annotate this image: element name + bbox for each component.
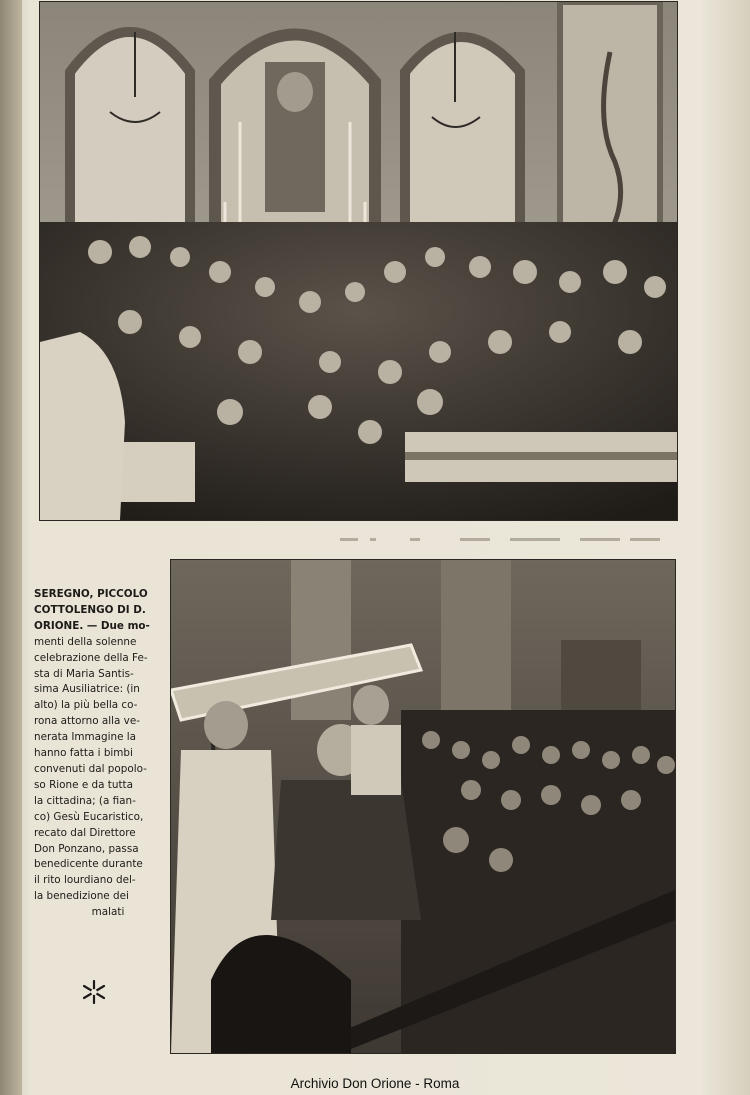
caption-line: convenuti dal popolo- <box>34 762 147 775</box>
bottom-photo-illustration <box>171 560 675 1053</box>
caption-line: la cittadina; (a fian- <box>34 794 136 807</box>
caption-lead-line: SEREGNO, PICCOLO <box>34 588 148 600</box>
caption-line: nerata Immagine la <box>34 731 137 744</box>
caption-line: recato dal Direttore <box>34 826 136 839</box>
faded-print-bleed-strip <box>330 530 678 548</box>
caption-line: celebrazione della Fe- <box>34 651 148 664</box>
caption-line: rona attorno alla ve- <box>34 715 140 728</box>
caption-line: hanno fatta i bimbi <box>34 747 133 760</box>
book-binding-edge <box>0 0 22 1095</box>
top-photo-chapel-children <box>40 2 677 520</box>
caption-line: sta di Maria Santis- <box>34 667 134 680</box>
caption-last-line: malati <box>91 906 125 919</box>
caption-line: il rito lourdiano del- <box>34 874 136 887</box>
caption-lead-line: ORIONE. — Due mo- <box>34 619 150 632</box>
asterisk-ornament-icon <box>80 978 108 1006</box>
caption-line: alto) la più bella co- <box>34 699 138 712</box>
caption-line: la benedizione dei <box>34 890 129 903</box>
bottom-photo-procession <box>171 560 675 1053</box>
caption-line: co) Gesù Eucaristico, <box>34 810 144 823</box>
caption-line: so Rione e da tutta <box>34 778 133 791</box>
caption-line: benedicente durante <box>34 858 143 871</box>
caption-line: sima Ausiliatrice: (in <box>34 683 140 696</box>
archive-footer-label: Archivio Don Orione - Roma <box>290 1076 460 1091</box>
caption-line: menti della solenne <box>34 635 137 648</box>
caption-lead-line: COTTOLENGO DI D. <box>34 603 146 616</box>
photo-caption <box>34 587 162 921</box>
caption-line: Don Ponzano, passa <box>34 842 139 855</box>
top-photo-illustration <box>40 2 677 520</box>
